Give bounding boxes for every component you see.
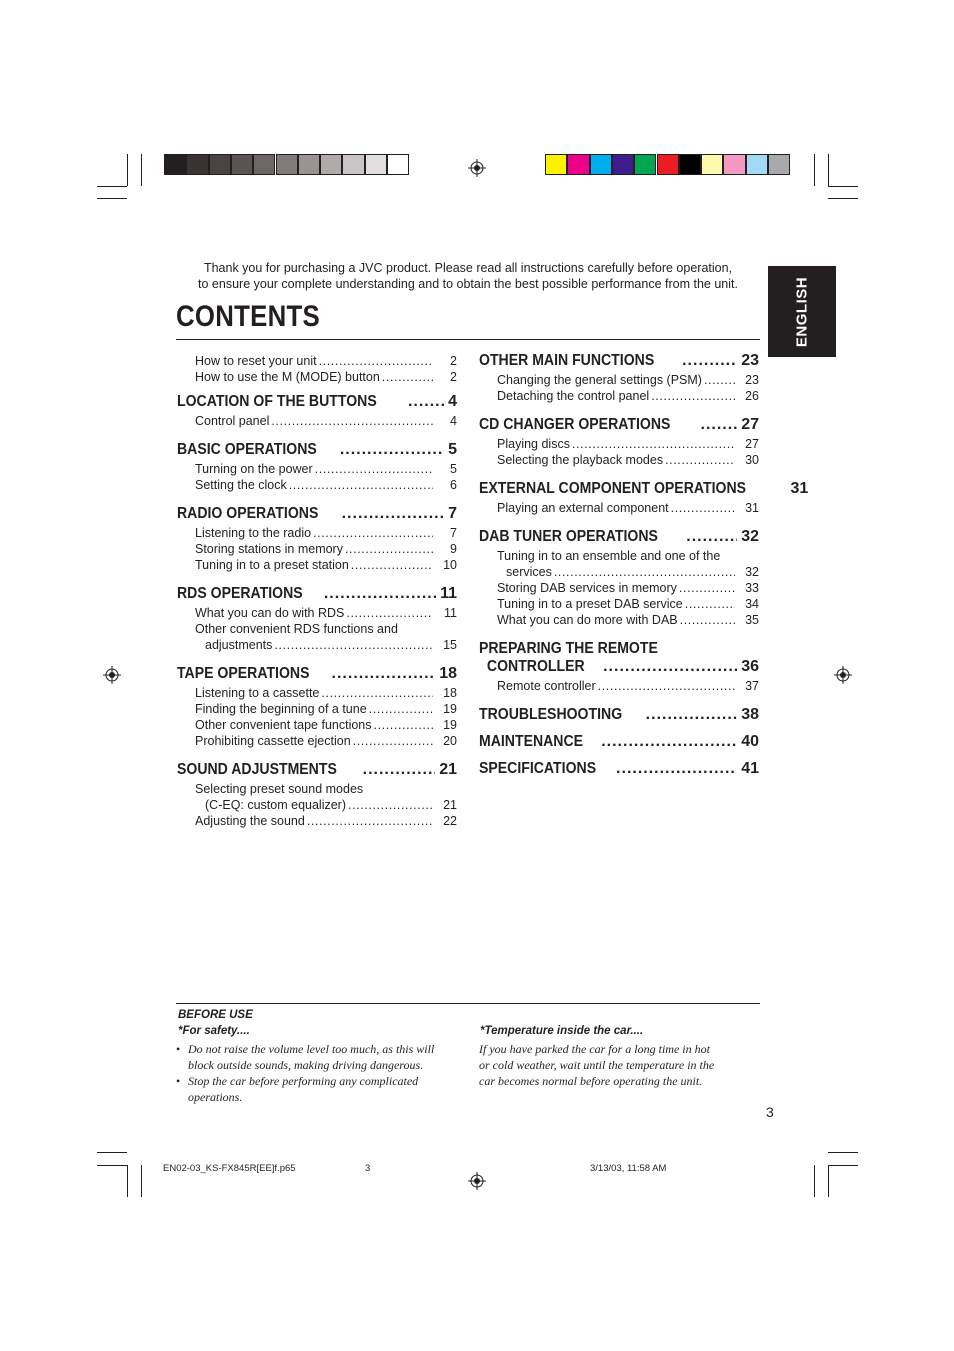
toc-subitem-label: How to reset your unit <box>195 354 317 368</box>
toc-section <box>479 640 759 658</box>
leader-dots <box>374 717 433 733</box>
toc-subitem <box>195 781 457 797</box>
toc-section <box>479 480 809 498</box>
toc-section-label: SOUND ADJUSTMENTS <box>177 761 337 778</box>
toc-subitem-label: Tuning in to an ensemble and one of the <box>497 549 721 563</box>
leader-dots <box>313 525 433 541</box>
temperature-line: car becomes normal before operating the unit. <box>479 1074 703 1088</box>
intro-line: Thank you for purchasing a JVC product. Please read all instructions carefully before operation, <box>203 261 733 275</box>
language-tab-label: ENGLISH <box>793 276 811 347</box>
toc-section-page: 27 <box>741 416 759 433</box>
toc-section-page: 4 <box>448 393 457 410</box>
toc-section <box>479 706 759 724</box>
footer-page: 3 <box>365 1163 371 1174</box>
toc-subitem-page: 19 <box>443 718 457 732</box>
toc-subitem-page: 31 <box>745 501 759 515</box>
toc-subitem <box>195 701 457 717</box>
toc-section <box>177 585 457 603</box>
toc-subitem <box>195 685 457 701</box>
toc-subitem-label: services <box>506 565 552 579</box>
toc-section-page: 31 <box>790 480 809 497</box>
leader-dots <box>686 528 737 546</box>
toc-subitem <box>195 813 457 829</box>
notes-rule <box>176 1003 760 1004</box>
leader-dots <box>332 665 436 683</box>
gray-swatch <box>365 154 387 175</box>
leader-dots <box>682 352 737 370</box>
toc-section-label: CONTROLLER <box>486 658 585 675</box>
registration-mark-icon <box>468 1172 486 1190</box>
leader-dots <box>353 733 433 749</box>
leader-dots <box>651 388 735 404</box>
registration-mark-icon <box>103 666 121 684</box>
toc-subitem <box>497 678 759 694</box>
leader-dots <box>704 372 735 388</box>
toc-section-label: MAINTENANCE <box>479 733 584 750</box>
color-swatch <box>701 154 723 175</box>
gray-swatch <box>231 154 253 175</box>
color-swatch <box>768 154 790 175</box>
leader-dots <box>315 461 433 477</box>
toc-subitem-label: Prohibiting cassette ejection <box>195 734 351 748</box>
toc-subitem <box>195 477 457 493</box>
toc-subitem-label: Storing DAB services in memory <box>497 581 677 595</box>
toc-subitem-page: 34 <box>745 597 759 611</box>
toc-subitem-page: 15 <box>443 638 457 652</box>
safety-line: block outside sounds, making driving dangerous. <box>188 1058 424 1072</box>
toc-section <box>479 352 759 370</box>
toc-subitem <box>497 372 759 388</box>
toc-subitem-page: 10 <box>443 558 457 572</box>
gray-swatch <box>320 154 342 175</box>
toc-subitem <box>497 388 759 404</box>
toc-section-label: PREPARING THE REMOTE <box>479 640 658 657</box>
toc-section-label: SPECIFICATIONS <box>479 760 597 777</box>
toc-subitem-page: 7 <box>450 526 457 540</box>
toc-section-label: RADIO OPERATIONS <box>177 505 319 522</box>
toc-subitem-page: 6 <box>450 478 457 492</box>
temperature-heading: *Temperature inside the car.... <box>480 1025 644 1037</box>
color-swatch <box>590 154 612 175</box>
toc-subitem-label: What you can do with RDS <box>195 606 345 620</box>
toc-subitem <box>497 612 759 628</box>
toc-section-label: BASIC OPERATIONS <box>177 441 317 458</box>
toc-subitem-page: 27 <box>745 437 759 451</box>
temperature-notes <box>479 1041 769 1089</box>
leader-dots <box>271 413 433 429</box>
temperature-line: or cold weather, wait until the temperature in the <box>479 1058 715 1072</box>
toc-subitem-label: Finding the beginning of a tune <box>195 702 367 716</box>
page-number: 3 <box>766 1104 774 1120</box>
leader-dots <box>554 564 735 580</box>
toc-section-page: 38 <box>741 706 759 723</box>
toc-subitem <box>195 369 457 385</box>
toc-section-page: 32 <box>741 528 759 545</box>
toc-subitem <box>195 413 457 429</box>
toc-section-label: TAPE OPERATIONS <box>177 665 310 682</box>
toc-subitem <box>195 637 457 653</box>
toc-subitem-label: Selecting the playback modes <box>497 453 664 467</box>
toc-subitem-label: Remote controller <box>497 679 596 693</box>
safety-bullet: • Stop the car before performing any complicated operations. <box>176 1074 419 1104</box>
toc-subitem <box>195 525 457 541</box>
intro-line: to ensure your complete understanding and to obtain the best possible performance from the unit. <box>198 277 738 291</box>
safety-notes <box>176 1041 466 1105</box>
toc-subitem-page: 37 <box>745 679 759 693</box>
toc-section <box>177 505 457 523</box>
toc-subitem <box>195 461 457 477</box>
footer-timestamp: 3/13/03, 11:58 AM <box>590 1163 667 1174</box>
toc-subitem <box>497 596 759 612</box>
toc-subitem <box>497 548 759 564</box>
leader-dots <box>671 500 735 516</box>
toc-subitem-page: 23 <box>745 373 759 387</box>
toc-subitem-label: Turning on the power <box>195 462 313 476</box>
toc-subitem-page: 11 <box>444 606 457 620</box>
leader-dots <box>307 813 433 829</box>
color-swatch <box>567 154 589 175</box>
color-swatch <box>545 154 567 175</box>
toc-section-label: RDS OPERATIONS <box>177 585 303 602</box>
toc-subitem <box>195 733 457 749</box>
toc-subitem-label: Playing an external component <box>497 501 669 515</box>
toc-section <box>177 441 457 459</box>
leader-dots <box>324 585 436 603</box>
toc-subitem-label: Detaching the control panel <box>497 389 650 403</box>
footer-file: EN02-03_KS-FX845R[EE]f.p65 <box>163 1163 296 1174</box>
toc-section-label: OTHER MAIN FUNCTIONS <box>479 352 655 369</box>
leader-dots <box>598 678 735 694</box>
leader-dots <box>348 797 433 813</box>
leader-dots <box>369 701 433 717</box>
leader-dots <box>408 393 444 411</box>
registration-mark-icon <box>468 159 486 177</box>
toc-section <box>479 733 759 751</box>
toc-subitem <box>497 500 759 516</box>
toc-section <box>177 761 457 779</box>
leader-dots <box>685 596 735 612</box>
color-swatch <box>746 154 768 175</box>
leader-dots <box>572 436 735 452</box>
gray-swatch <box>253 154 275 175</box>
toc-subitem-page: 2 <box>450 370 457 384</box>
toc-section-label: TROUBLESHOOTING <box>479 706 623 723</box>
toc-subitem-label: Playing discs <box>497 437 570 451</box>
toc-section-page: 11 <box>440 585 457 602</box>
gray-swatch <box>342 154 364 175</box>
gray-swatch <box>276 154 298 175</box>
toc-subitem <box>195 541 457 557</box>
toc-subitem-page: 5 <box>450 462 457 476</box>
toc-section-label: EXTERNAL COMPONENT OPERATIONS <box>479 480 747 497</box>
color-swatch <box>634 154 656 175</box>
toc-subitem-page: 2 <box>450 354 457 368</box>
leader-dots <box>351 557 433 573</box>
safety-heading: *For safety.... <box>178 1025 250 1037</box>
toc-section-page: 18 <box>439 665 457 682</box>
leader-dots <box>679 580 735 596</box>
toc-subitem-label: Other convenient tape functions <box>195 718 372 732</box>
leader-dots <box>701 416 738 434</box>
toc-section <box>479 416 759 434</box>
registration-mark-icon <box>834 666 852 684</box>
gray-swatch <box>186 154 208 175</box>
title-rule <box>176 339 760 340</box>
toc-subitem <box>195 621 457 637</box>
toc-subitem-page: 4 <box>450 414 457 428</box>
toc-section-page: 7 <box>448 505 457 522</box>
leader-dots <box>616 760 737 778</box>
toc-section-page: 23 <box>741 352 759 369</box>
leader-dots <box>274 637 433 653</box>
toc-subitem-page: 33 <box>745 581 759 595</box>
leader-dots <box>601 733 737 751</box>
toc-subitem-label: Adjusting the sound <box>195 814 305 828</box>
toc-section-page: 5 <box>448 441 457 458</box>
leader-dots <box>346 605 433 621</box>
toc-subitem <box>195 797 457 813</box>
gray-swatch <box>164 154 186 175</box>
toc-subitem <box>497 564 759 580</box>
page-title: CONTENTS <box>176 300 320 333</box>
toc-subitem <box>497 452 759 468</box>
toc-subitem-label: Selecting preset sound modes <box>195 782 364 796</box>
toc-subitem-page: 22 <box>443 814 457 828</box>
safety-bullet: • Do not raise the volume level too much, as this will block outside sounds, making driving dangerous. <box>176 1042 435 1072</box>
toc-subitem-label: adjustments <box>205 638 273 652</box>
temperature-line: If you have parked the car for a long time in hot <box>479 1042 710 1056</box>
language-tab <box>768 266 836 357</box>
leader-dots <box>646 706 738 724</box>
toc-section-label: DAB TUNER OPERATIONS <box>479 528 658 545</box>
toc-section-label: CD CHANGER OPERATIONS <box>479 416 671 433</box>
safety-line: operations. <box>188 1090 243 1104</box>
toc-subitem-page: 21 <box>443 798 457 812</box>
toc-subitem <box>497 436 759 452</box>
color-swatch <box>679 154 701 175</box>
toc-section <box>479 760 759 778</box>
toc-subitem-page: 18 <box>443 686 457 700</box>
toc-subitem-label: Listening to a cassette <box>195 686 320 700</box>
toc-section-label: LOCATION OF THE BUTTONS <box>177 393 377 410</box>
toc-subitem-label: Tuning in to a preset station <box>195 558 349 572</box>
toc-subitem-label: Storing stations in memory <box>195 542 343 556</box>
before-use-heading: BEFORE USE <box>178 1009 253 1021</box>
toc-subitem-label: Changing the general settings (PSM) <box>497 373 702 387</box>
toc-subitem-page: 26 <box>745 389 759 403</box>
intro-text <box>178 260 758 292</box>
toc-section-page: 21 <box>439 761 457 778</box>
toc-subitem <box>195 557 457 573</box>
toc-section-page: 41 <box>741 760 759 777</box>
toc-subitem-page: 9 <box>450 542 457 556</box>
toc-subitem-page: 30 <box>745 453 759 467</box>
gray-swatch <box>298 154 320 175</box>
leader-dots <box>289 477 433 493</box>
leader-dots <box>665 452 735 468</box>
toc-section-page: 36 <box>741 658 759 675</box>
leader-dots <box>319 353 433 369</box>
toc-section-page: 40 <box>741 733 759 750</box>
toc-subitem-label: Other convenient RDS functions and <box>195 622 398 636</box>
leader-dots <box>321 685 433 701</box>
gray-swatch <box>209 154 231 175</box>
toc-subitem-label: What you can do more with DAB <box>497 613 678 627</box>
leader-dots <box>345 541 433 557</box>
toc-subitem-label: Setting the clock <box>195 478 287 492</box>
toc-section <box>177 393 457 411</box>
leader-dots <box>363 761 436 779</box>
toc-subitem-page: 20 <box>443 734 457 748</box>
safety-line: Stop the car before performing any complicated <box>188 1074 419 1088</box>
toc-subitem-page: 32 <box>745 565 759 579</box>
toc-subitem <box>195 353 457 369</box>
toc-subitem-page: 19 <box>443 702 457 716</box>
leader-dots <box>342 505 444 523</box>
leader-dots <box>680 612 735 628</box>
toc-subitem <box>497 580 759 596</box>
color-swatch <box>612 154 634 175</box>
gray-swatch <box>387 154 409 175</box>
toc-subitem-label: Listening to the radio <box>195 526 312 540</box>
color-swatch <box>723 154 745 175</box>
toc-subitem <box>195 717 457 733</box>
toc-section <box>177 665 457 683</box>
toc-section <box>479 658 759 676</box>
toc-subitem-label: (C-EQ: custom equalizer) <box>205 798 347 812</box>
color-swatch <box>657 154 679 175</box>
toc-subitem <box>195 605 457 621</box>
toc-subitem-label: Control panel <box>195 414 270 428</box>
toc-subitem-page: 35 <box>745 613 759 627</box>
toc-subitem-label: How to use the M (MODE) button <box>195 370 380 384</box>
toc-subitem-label: Tuning in to a preset DAB service <box>497 597 683 611</box>
toc-section <box>479 528 759 546</box>
leader-dots <box>340 441 444 459</box>
leader-dots <box>603 658 737 676</box>
leader-dots <box>382 369 433 385</box>
safety-line: Do not raise the volume level too much, as this will <box>188 1042 435 1056</box>
